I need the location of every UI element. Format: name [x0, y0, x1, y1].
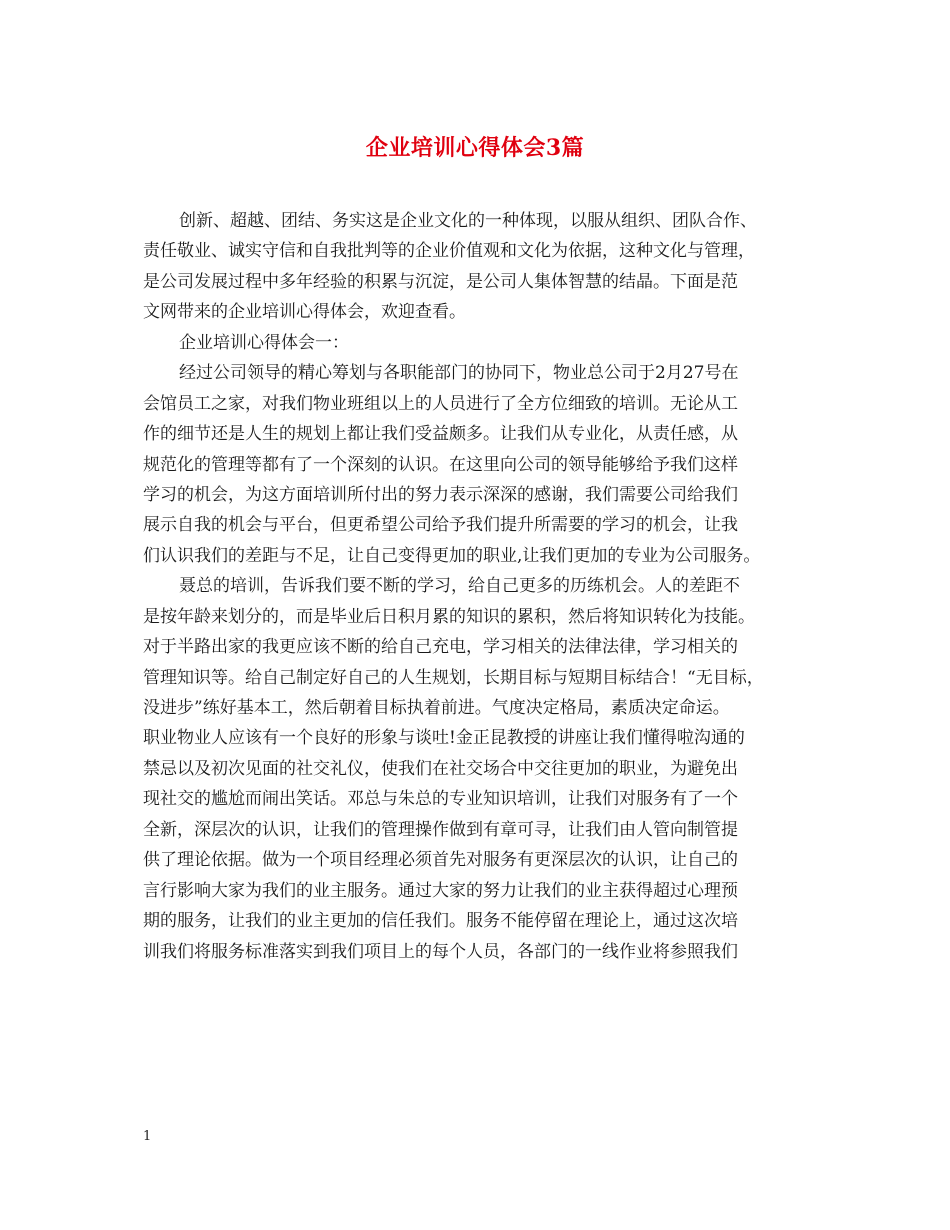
text-line: 是公司发展过程中多年经验的积累与沉淀，是公司人集体智慧的结晶。下面是范: [143, 271, 738, 292]
body-text: [143, 206, 813, 967]
page-number: 1: [143, 1129, 152, 1144]
text-line: 是按年龄来划分的，而是毕业后日积月累的知识的累积，然后将知识转化为技能。: [143, 606, 755, 627]
text-line: 会馆员工之家，对我们物业班组以上的人员进行了全方位细致的培训。无论从工: [143, 393, 738, 414]
page-title: 企业培训心得体会3篇: [365, 135, 585, 161]
text-line: 文网带来的企业培训心得体会，欢迎查看。: [143, 302, 466, 323]
text-line: 管理知识等。给自己制定好自己的人生规划，长期目标与短期目标结合！“无目标，: [143, 667, 764, 688]
text-line: 没进步”练好基本工，然后朝着目标执着前进。气度决定格局，素质决定命运。: [143, 698, 730, 718]
text-line: 聂总的培训，告诉我们要不断的学习，给自己更多的历练机会。人的差距不: [179, 576, 740, 597]
text-line: 们认识我们的差距与不足，让自己变得更加的职业,让我们更加的专业为公司服务。: [143, 545, 761, 566]
text-line: 创新、超越、团结、务实这是企业文化的一种体现，以服从组织、团队合作、: [179, 211, 757, 231]
text-line: 责任敬业、诚实守信和自我批判等的企业价值观和文化为依据，这种文化与管理，: [143, 241, 755, 262]
text-line: 言行影响大家为我们的业主服务。通过大家的努力让我们的业主获得超过心理预: [143, 880, 738, 901]
text-line: 对于半路出家的我更应该不断的给自己充电，学习相关的法律法律，学习相关的: [143, 637, 738, 658]
text-line: 训我们将服务标准落实到我们项目上的每个人员，各部门的一线作业将参照我们: [143, 941, 738, 962]
text-line: 期的服务，让我们的业主更加的信任我们。服务不能停留在理论上，通过这次培: [143, 911, 738, 932]
section-heading: 企业培训心得体会一：: [179, 332, 349, 353]
text-line: 现社交的尴尬而闹出笑话。邓总与朱总的专业知识培训，让我们对服务有了一个: [143, 789, 738, 810]
text-line: 职业物业人应该有一个良好的形象与谈吐!金正昆教授的讲座让我们懂得啦沟通的: [143, 728, 745, 749]
text-line: 禁忌以及初次见面的社交礼仪，使我们在社交场合中交往更加的职业，为避免出: [143, 758, 738, 779]
text-line: 供了理论依据。做为一个项目经理必须首先对服务有更深层次的认识，让自己的: [143, 850, 738, 871]
text-line: 经过公司领导的精心筹划与各职能部门的协同下，物业总公司于2月27号在: [179, 363, 739, 384]
text-line: 规范化的管理等都有了一个深刻的认识。在这里向公司的领导能够给予我们这样: [143, 454, 738, 475]
text-line: 展示自我的机会与平台，但更希望公司给予我们提升所需要的学习的机会，让我: [143, 515, 738, 536]
text-line: 学习的机会，为这方面培训所付出的努力表示深深的感谢，我们需要公司给我们: [143, 484, 738, 505]
text-line: 作的细节还是人生的规划上都让我们受益颇多。让我们从专业化，从责任感，从: [143, 424, 738, 445]
text-line: 全新，深层次的认识，让我们的管理操作做到有章可寻，让我们由人管向制管提: [143, 819, 738, 840]
